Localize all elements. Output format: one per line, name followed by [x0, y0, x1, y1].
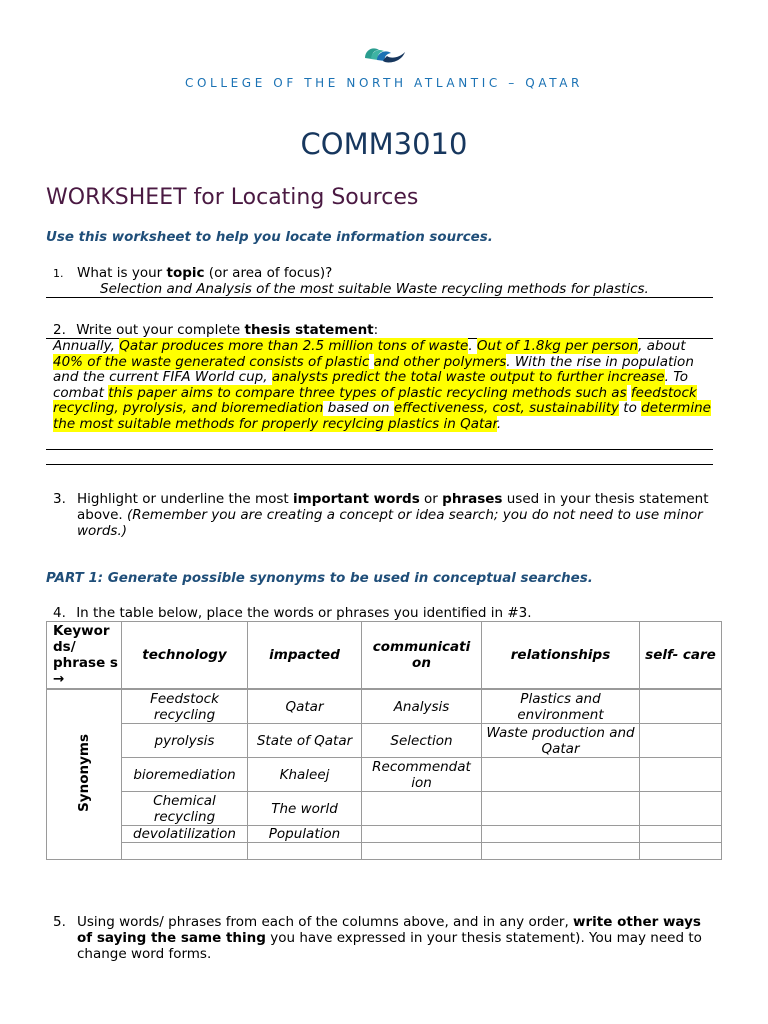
- table-cell: [640, 826, 722, 843]
- question-bold: important words: [293, 491, 420, 507]
- highlighted-phrase: 40% of the waste generated consists of plastic: [53, 353, 370, 370]
- thesis-paragraph: [53, 339, 713, 433]
- highlighted-phrase: Qatar produces more than 2.5 million tons of waste: [119, 338, 469, 354]
- worksheet-title: WORKSHEET for Locating Sources: [46, 185, 419, 210]
- table-cell: Selection: [362, 724, 482, 758]
- question-text: Highlight or underline the most: [77, 491, 294, 507]
- table-cell: bioremediation: [122, 758, 248, 792]
- table-cell: Chemical recycling: [122, 792, 248, 826]
- highlighted-phrase: and other polymers: [373, 353, 507, 370]
- column-header: technology: [122, 622, 248, 690]
- wave-logo-icon: [361, 44, 407, 66]
- table-cell: [640, 843, 722, 860]
- table-cell: [482, 843, 640, 860]
- question-number: 1.: [53, 267, 64, 280]
- college-name: COLLEGE OF THE NORTH ATLANTIC – QATAR: [185, 76, 583, 90]
- question-bold: phrases: [442, 491, 503, 507]
- question-5: [53, 914, 713, 962]
- table-cell: Recommendat ion: [362, 758, 482, 792]
- thesis-text: .: [468, 338, 477, 354]
- table-row: [47, 826, 722, 843]
- table-row: [47, 724, 722, 758]
- question-4: [53, 605, 532, 621]
- synonyms-label: Synonyms: [76, 733, 92, 812]
- highlighted-phrase: effectiveness, cost, sustainability: [393, 400, 619, 417]
- highlighted-phrase: analysts predict the total waste output to further increase: [271, 369, 665, 386]
- keywords-table: [46, 621, 722, 860]
- question-text: :: [373, 322, 379, 338]
- question-1: [53, 265, 713, 281]
- question-text: (or area of focus)?: [204, 265, 333, 281]
- table-cell: devolatilization: [122, 826, 248, 843]
- highlighted-phrase: this paper aims to compare three types of plastic recycling methods such as: [108, 384, 627, 401]
- table-cell: The world: [248, 792, 362, 826]
- synonyms-row-label: [47, 689, 122, 860]
- question-text: or: [419, 491, 443, 507]
- question-note: (Remember you are creating a concept or idea search; you do not need to use minor words.): [77, 507, 703, 539]
- table-cell: Waste production and Qatar: [482, 724, 640, 758]
- part-1-heading: PART 1: Generate possible synonyms to be used in conceptual searches.: [46, 571, 593, 586]
- table-cell: [482, 826, 640, 843]
- table-cell: [482, 792, 640, 826]
- question-text: you have expressed in your thesis statement). You may need to change word forms.: [77, 930, 702, 962]
- table-cell: State of Qatar: [248, 724, 362, 758]
- table-cell: Population: [248, 826, 362, 843]
- table-cell: [640, 724, 722, 758]
- thesis-text: Annually,: [53, 338, 120, 354]
- highlighted-phrase: Out of 1.8kg per person: [476, 338, 639, 354]
- table-cell: pyrolysis: [122, 724, 248, 758]
- table-row: [47, 758, 722, 792]
- question-number: 5.: [53, 914, 66, 930]
- answer-line: [46, 464, 713, 465]
- question-bold: topic: [166, 265, 205, 281]
- thesis-text: . With the rise in population and the current FIFA World cup,: [53, 353, 694, 386]
- table-cell: [122, 843, 248, 860]
- intro-text: Use this worksheet to help you locate information sources.: [46, 230, 493, 245]
- keywords-corner-header: Keywor ds/ phrase s →: [47, 622, 122, 690]
- question-2: [53, 322, 378, 338]
- column-header: impacted: [248, 622, 362, 690]
- table-cell: [640, 758, 722, 792]
- question-number: 2.: [53, 322, 66, 338]
- thesis-text: based on: [323, 400, 394, 417]
- question-bold: write other ways of saying the same thing: [77, 914, 701, 946]
- table-cell: [482, 758, 640, 792]
- answer-line: [46, 297, 713, 298]
- column-header: communicati on: [362, 622, 482, 690]
- thesis-text: .: [496, 415, 502, 432]
- table-cell: Plastics and environment: [482, 689, 640, 724]
- thesis-text: , about: [638, 338, 686, 354]
- answer-line: [46, 449, 713, 450]
- column-header: self- care: [640, 622, 722, 690]
- table-cell: Qatar: [248, 689, 362, 724]
- column-header: relationships: [482, 622, 640, 690]
- table-header-row: [47, 622, 722, 690]
- table-cell: Analysis: [362, 689, 482, 724]
- question-text: used in your thesis statement above.: [77, 491, 709, 523]
- table-row: [47, 689, 722, 724]
- question-3: [53, 491, 713, 539]
- question-number: 4.: [53, 605, 66, 621]
- thesis-statement: [53, 339, 713, 433]
- thesis-text: to: [619, 400, 642, 417]
- table-cell: [640, 792, 722, 826]
- question-text: In the table below, place the words or phrases you identified in #3.: [76, 605, 532, 621]
- question-bold: thesis statement: [244, 322, 374, 338]
- topic-answer: Selection and Analysis of the most suitable Waste recycling methods for plastics.: [100, 281, 649, 297]
- table-row: [47, 792, 722, 826]
- table-cell: [362, 826, 482, 843]
- highlighted-phrase: feedstock recycling, pyrolysis, and bioremediation: [53, 384, 697, 417]
- table-cell: [640, 689, 722, 724]
- table-cell: [362, 792, 482, 826]
- thesis-text: . To combat: [53, 369, 689, 401]
- table-cell: [362, 843, 482, 860]
- question-text: Using words/ phrases from each of the columns above, and in any order,: [77, 914, 574, 930]
- table-cell: [248, 843, 362, 860]
- table-cell: Khaleej: [248, 758, 362, 792]
- question-text: What is your: [77, 265, 167, 281]
- table-row: [47, 843, 722, 860]
- question-text: Write out your complete: [76, 322, 245, 338]
- course-code: COMM3010: [300, 127, 468, 161]
- highlighted-phrase: determine the most suitable methods for properly recylcing plastics in Qatar: [53, 400, 711, 432]
- table-cell: Feedstock recycling: [122, 689, 248, 724]
- question-number: 3.: [53, 491, 66, 507]
